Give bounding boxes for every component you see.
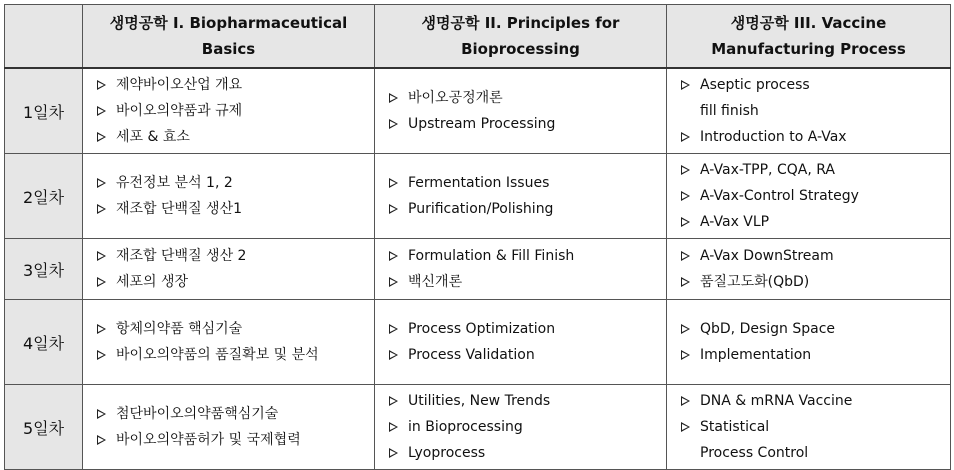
header-course-3-line2: Manufacturing Process — [711, 40, 906, 58]
triangle-bullet-icon — [389, 324, 398, 334]
triangle-bullet-icon — [389, 204, 398, 214]
list-item: 품질고도화(QbD) — [681, 269, 944, 295]
triangle-bullet-icon — [389, 119, 398, 129]
course-3-topics — [667, 239, 951, 300]
triangle-bullet-icon — [389, 178, 398, 188]
triangle-bullet-icon — [681, 80, 690, 90]
list-item-continuation: fill finish — [700, 103, 759, 119]
header-course-3-line1: 생명공학 III. Vaccine — [730, 14, 887, 32]
header-course-2 — [375, 5, 667, 69]
course-3-topics — [667, 300, 951, 385]
triangle-bullet-icon — [681, 165, 690, 175]
course-1-topics — [83, 300, 375, 385]
list-item: 재조합 단백질 생산1 — [97, 196, 368, 222]
triangle-bullet-icon — [681, 396, 690, 406]
list-item: Formulation & Fill Finish — [389, 243, 660, 269]
list-item: Implementation — [681, 342, 944, 368]
day-label: 2일차 — [5, 154, 83, 239]
triangle-bullet-icon — [389, 277, 398, 287]
triangle-bullet-icon — [97, 435, 106, 445]
course-1-topics — [83, 154, 375, 239]
table-row-day3 — [5, 239, 951, 300]
triangle-bullet-icon — [681, 350, 690, 360]
course-1-topics — [83, 68, 375, 154]
header-course-3 — [667, 5, 951, 69]
triangle-bullet-icon — [97, 324, 106, 334]
list-item: 바이오의약품허가 및 국제협력 — [97, 427, 368, 453]
list-item: A-Vax VLP — [681, 209, 944, 235]
list-item: A-Vax DownStream — [681, 243, 944, 269]
list-item-continuation: Process Control — [700, 445, 809, 461]
course-3-topics — [667, 68, 951, 154]
header-course-1-line2: Basics — [201, 40, 256, 58]
list-item: Process Optimization — [389, 316, 660, 342]
table-row-day1 — [5, 68, 951, 154]
triangle-bullet-icon — [97, 277, 106, 287]
list-item: 제약바이오산업 개요 — [97, 72, 368, 98]
triangle-bullet-icon — [389, 350, 398, 360]
triangle-bullet-icon — [97, 204, 106, 214]
triangle-bullet-icon — [97, 251, 106, 261]
list-item: Purification/Polishing — [389, 196, 660, 222]
triangle-bullet-icon — [681, 277, 690, 287]
list-item: QbD, Design Space — [681, 316, 944, 342]
list-item: 바이오의약품과 규제 — [97, 98, 368, 124]
list-item: 세포의 생장 — [97, 269, 368, 295]
triangle-bullet-icon — [97, 350, 106, 360]
course-2-topics — [375, 68, 667, 154]
list-item: 항체의약품 핵심기술 — [97, 316, 368, 342]
course-3-topics — [667, 154, 951, 239]
triangle-bullet-icon — [681, 217, 690, 227]
corner-cell — [5, 5, 83, 69]
header-course-1 — [83, 5, 375, 69]
list-item: 세포 & 효소 — [97, 124, 368, 150]
triangle-bullet-icon — [389, 422, 398, 432]
triangle-bullet-icon — [389, 93, 398, 103]
triangle-bullet-icon — [681, 251, 690, 261]
header-course-2-line2: Bioprocessing — [461, 40, 580, 58]
list-item: Aseptic process — [681, 72, 944, 98]
triangle-bullet-icon — [97, 132, 106, 142]
triangle-bullet-icon — [389, 251, 398, 261]
list-item: 바이오의약품의 품질확보 및 분석 — [97, 342, 368, 368]
course-2-topics — [375, 239, 667, 300]
day-label: 1일차 — [5, 68, 83, 154]
triangle-bullet-icon — [97, 106, 106, 116]
triangle-bullet-icon — [389, 448, 398, 458]
triangle-bullet-icon — [681, 191, 690, 201]
list-item: A-Vax-Control Strategy — [681, 183, 944, 209]
list-item: Utilities, New Trends — [389, 388, 660, 414]
triangle-bullet-icon — [389, 396, 398, 406]
curriculum-table — [4, 4, 951, 470]
triangle-bullet-icon — [681, 132, 690, 142]
list-item: Statistical — [681, 414, 944, 440]
table-row-day2 — [5, 154, 951, 239]
triangle-bullet-icon — [681, 422, 690, 432]
course-1-topics — [83, 239, 375, 300]
course-2-topics — [375, 385, 667, 470]
list-item: Lyoprocess — [389, 440, 660, 466]
triangle-bullet-icon — [97, 409, 106, 419]
list-item: Process Validation — [389, 342, 660, 368]
list-item: Upstream Processing — [389, 111, 660, 137]
list-item: Introduction to A-Vax — [681, 124, 944, 150]
list-item: 백신개론 — [389, 269, 660, 295]
course-1-topics — [83, 385, 375, 470]
list-item: DNA & mRNA Vaccine — [681, 388, 944, 414]
header-course-1-line1: 생명공학 I. Biopharmaceutical — [109, 14, 348, 32]
course-3-topics — [667, 385, 951, 470]
day-label: 3일차 — [5, 239, 83, 300]
table-row-day4 — [5, 300, 951, 385]
list-item: 바이오공정개론 — [389, 85, 660, 111]
triangle-bullet-icon — [97, 80, 106, 90]
triangle-bullet-icon — [97, 178, 106, 188]
header-course-2-line1: 생명공학 II. Principles for — [421, 14, 620, 32]
header-row — [5, 5, 951, 69]
list-item: A-Vax-TPP, CQA, RA — [681, 157, 944, 183]
day-label: 4일차 — [5, 300, 83, 385]
list-item: 유전정보 분석 1, 2 — [97, 170, 368, 196]
list-item: in Bioprocessing — [389, 414, 660, 440]
triangle-bullet-icon — [681, 324, 690, 334]
list-item: Fermentation Issues — [389, 170, 660, 196]
course-2-topics — [375, 300, 667, 385]
course-2-topics — [375, 154, 667, 239]
table-row-day5 — [5, 385, 951, 470]
day-label: 5일차 — [5, 385, 83, 470]
list-item: 재조합 단백질 생산 2 — [97, 243, 368, 269]
list-item: 첨단바이오의약품핵심기술 — [97, 401, 368, 427]
